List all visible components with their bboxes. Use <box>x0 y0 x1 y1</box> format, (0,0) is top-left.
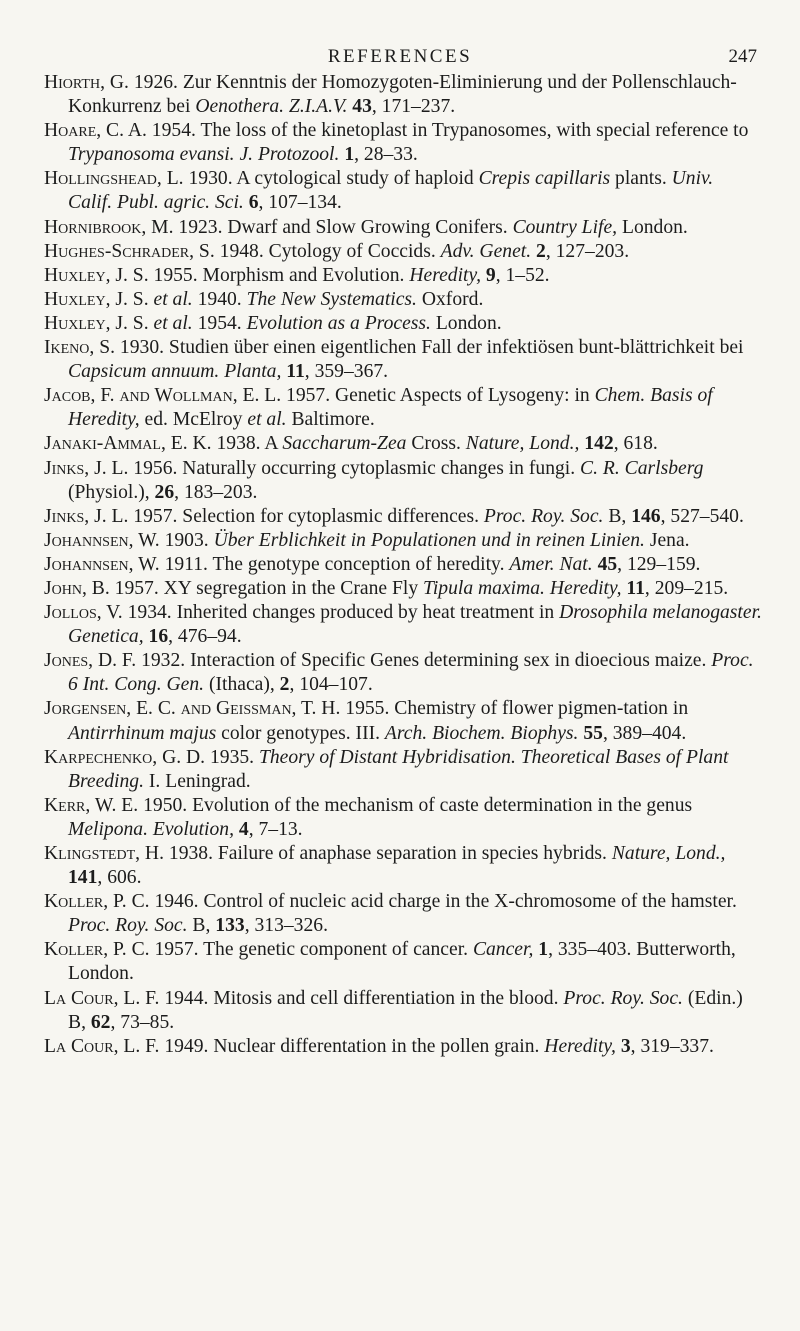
reference-author: Koller, P. C. <box>44 891 150 913</box>
reference-entry <box>44 384 762 432</box>
reference-italic-text: Proc. 6 Int. Cong. Gen. <box>68 650 754 696</box>
reference-author: Huxley, J. S. <box>44 264 149 286</box>
reference-text: , 129–159. <box>617 553 701 575</box>
reference-author: Johannsen, W. <box>44 529 160 551</box>
reference-year: 1934. <box>127 602 172 624</box>
reference-volume: 3 <box>620 1035 631 1057</box>
reference-entry <box>44 529 762 553</box>
reference-year: 1938. <box>216 433 261 455</box>
reference-entry <box>44 457 762 505</box>
reference-text: Baltimore. <box>286 409 375 431</box>
reference-text: London. <box>430 312 502 334</box>
reference-text: Studien über einen eigentlichen Fall der infektiösen bunt-blättrichkeit bei <box>168 337 744 359</box>
reference-year: 1935. <box>209 746 255 768</box>
reference-year: 1955. <box>153 264 198 286</box>
reference-text: The loss of the kinetoplast in Trypanosomes, with special reference to <box>200 120 749 142</box>
reference-text: ed. McElroy <box>139 409 248 431</box>
reference-text: Morphism and Evolution. <box>202 264 410 286</box>
reference-author: Kerr, W. E. <box>44 794 139 816</box>
page-title: REFERENCES <box>327 46 473 67</box>
reference-text: , 209–215. <box>644 577 729 599</box>
reference-entry <box>44 119 762 167</box>
reference-volume: 9 <box>485 264 496 286</box>
reference-entry <box>44 577 762 601</box>
reference-volume: 141 <box>68 867 98 889</box>
reference-volume: 62 <box>90 1011 111 1033</box>
reference-text: , 313–326. <box>244 915 328 937</box>
reference-author: Huxley, J. S. <box>44 312 149 334</box>
reference-text: , 171–237. <box>371 96 456 118</box>
reference-text: color genotypes. III. <box>216 722 385 744</box>
reference-year: 1926. <box>133 72 178 93</box>
reference-entry <box>44 697 762 745</box>
page-number: 247 <box>728 46 757 67</box>
reference-author: Jones, D. F. <box>44 650 137 672</box>
reference-text: , 335–403. Butterworth, London. <box>68 939 736 985</box>
reference-year: 1954. <box>151 120 196 142</box>
reference-volume: 2 <box>279 674 290 696</box>
reference-author: Huxley, J. S. <box>44 288 149 310</box>
reference-text: Inherited changes produced by heat treatment in <box>176 602 560 624</box>
reference-entry <box>44 71 762 119</box>
reference-entry <box>44 649 762 697</box>
reference-volume: 43 <box>352 96 372 118</box>
reference-italic-text: Oenothera. <box>195 96 285 118</box>
reference-author: Koller, P. C. <box>44 939 150 961</box>
reference-year: 1932. <box>141 650 186 672</box>
reference-entry <box>44 601 762 649</box>
reference-italic-text: Cancer, <box>472 939 534 961</box>
reference-year: 1946. <box>154 891 199 913</box>
reference-entry <box>44 1035 762 1059</box>
reference-text: , 7–13. <box>248 818 303 840</box>
reference-volume: 16 <box>148 626 169 648</box>
reference-entry <box>44 794 762 842</box>
reference-author: Hornibrook, M. <box>44 216 174 238</box>
reference-text: , 476–94. <box>168 626 242 648</box>
reference-year: 1950. <box>143 794 188 816</box>
reference-year: 1957. <box>133 505 178 527</box>
reference-text: , 107–134. <box>258 192 342 214</box>
reference-volume: 1 <box>538 939 549 961</box>
reference-year: 1911. <box>164 553 208 575</box>
reference-text: , 618. <box>613 433 658 455</box>
reference-text: Selection for cytoplasmic differences. <box>182 505 484 527</box>
reference-text: , 606. <box>97 867 142 889</box>
reference-text: Cytology of Coccids. <box>268 240 441 262</box>
reference-volume: 4 <box>238 818 249 840</box>
reference-text: B, <box>603 505 632 527</box>
reference-year: 1954. <box>197 312 242 334</box>
reference-volume: 1 <box>344 144 355 166</box>
reference-entry <box>44 842 762 890</box>
reference-italic-text: Univ. Calif. Publ. agric. Sci. <box>68 168 714 214</box>
reference-text: Genetic Aspects of Lysogeny: in <box>335 385 595 407</box>
reference-text: A <box>264 433 283 455</box>
reference-text: , 389–404. <box>602 722 687 744</box>
reference-text: Zur Kenntnis der Homozygoten-Eliminierung und der Pollenschlauch-Konkurrenz bei <box>68 72 737 118</box>
reference-italic-text: Capsicum annuum. Planta, <box>68 361 282 383</box>
reference-author: Hollingshead, L. <box>44 168 184 190</box>
reference-entry <box>44 553 762 577</box>
reference-text: B, <box>187 915 216 937</box>
reference-entry <box>44 288 762 312</box>
reference-year: 1923. <box>178 216 223 238</box>
reference-year: 1944. <box>164 987 209 1009</box>
reference-text: Interaction of Specific Genes determining sex in dioecious maize. <box>190 650 712 672</box>
reference-volume: 133 <box>215 915 245 937</box>
reference-text: , 359–367. <box>304 361 389 383</box>
reference-text: plants. <box>610 168 672 190</box>
reference-italic-text: Melipona. Evolution, <box>68 818 234 840</box>
running-head <box>0 46 800 74</box>
reference-text: Naturally occurring cytoplasmic changes in fungi. <box>182 457 581 479</box>
reference-text: , 127–203. <box>545 240 630 262</box>
reference-italic-text: Amer. Nat. <box>509 553 593 575</box>
reference-entry <box>44 890 762 938</box>
reference-list <box>44 71 762 1059</box>
reference-text: , 73–85. <box>110 1011 175 1033</box>
reference-text: Chemistry of flower pigmen-tation in <box>394 698 689 720</box>
reference-entry <box>44 746 762 794</box>
reference-author: Jollos, V. <box>44 602 123 624</box>
reference-author: Janaki-Ammal, E. K. <box>44 433 212 455</box>
reference-author: Jinks, J. L. <box>44 505 129 527</box>
reference-entry <box>44 987 762 1035</box>
reference-volume: 2 <box>536 240 546 262</box>
reference-author: Klingstedt, H. <box>44 843 164 864</box>
reference-text: , 28–33. <box>354 144 418 166</box>
reference-entry <box>44 264 762 288</box>
reference-year: 1930. <box>119 337 165 359</box>
reference-year: 1957. <box>154 939 199 961</box>
reference-text: Mitosis and cell differentiation in the blood. <box>213 987 564 1009</box>
reference-text: , 527–540. <box>660 505 744 527</box>
reference-author: Jacob, F. and Wollman, E. L. <box>44 385 282 407</box>
reference-text: , 319–337. <box>630 1035 714 1057</box>
reference-volume: 146 <box>631 505 661 527</box>
reference-italic-text: Adv. Genet. <box>440 240 532 262</box>
reference-author: Ikeno, S. <box>44 337 116 359</box>
reference-text: (Physiol.), <box>68 481 155 503</box>
reference-entry <box>44 167 762 215</box>
reference-entry <box>44 312 762 336</box>
reference-text: (Edin.) B, <box>68 987 743 1033</box>
reference-year: 1956. <box>133 457 178 479</box>
reference-entry <box>44 240 762 264</box>
reference-text: , 183–203. <box>174 481 258 503</box>
reference-et-al: et al. <box>153 288 193 310</box>
reference-text: Evolution of the mechanism of caste determination in the genus <box>192 794 693 816</box>
reference-italic-text: Antirrhinum majus <box>68 722 217 744</box>
reference-text: Failure of anaphase separation in species hybrids. <box>217 843 612 864</box>
reference-text: , 104–107. <box>289 674 373 696</box>
reference-italic-text: Country Life, <box>512 216 618 238</box>
reference-year: 1930. <box>188 168 233 190</box>
reference-year: 1903. <box>164 529 209 551</box>
reference-italic-text: Proc. Roy. Soc. <box>483 505 604 527</box>
reference-text: A cytological study of haploid <box>236 168 479 190</box>
reference-italic-text: Tipula maxima. Heredity, <box>423 577 622 599</box>
reference-year: 1955. <box>345 698 390 720</box>
reference-italic-text: The New Systematics. <box>246 288 417 310</box>
reference-italic-text: Z.I.A.V. <box>288 96 348 118</box>
reference-italic-text: Proc. Roy. Soc. <box>68 915 188 937</box>
reference-italic-text: Proc. Roy. Soc. <box>563 987 683 1009</box>
reference-italic-text: Heredity, <box>544 1035 616 1057</box>
reference-author: Jinks, J. L. <box>44 457 129 479</box>
reference-text: London. <box>617 216 688 238</box>
reference-author: Hiorth, G. <box>44 72 129 93</box>
reference-volume: 6 <box>248 192 259 214</box>
reference-text: Dwarf and Slow Growing Conifers. <box>227 216 513 238</box>
reference-text: The genetic component of cancer. <box>203 939 473 961</box>
reference-italic-text: Trypanosoma evansi. J. Protozool. <box>68 144 340 166</box>
reference-et-al: et al. <box>153 312 193 334</box>
reference-italic-text: Nature, Lond., <box>611 843 726 864</box>
reference-year: 1948. <box>219 240 264 262</box>
reference-author: John, B. <box>44 577 110 599</box>
reference-author: La Cour, L. F. <box>44 1035 160 1057</box>
reference-italic-text: et al. <box>247 409 287 431</box>
reference-italic-text: Heredity, <box>409 264 481 286</box>
reference-text: The genotype conception of heredity. <box>212 553 510 575</box>
reference-volume: 11 <box>626 577 645 599</box>
reference-text: I. Leningrad. <box>144 770 251 792</box>
reference-text: XY segregation in the Crane Fly <box>163 577 424 599</box>
reference-year: 1957. <box>286 385 331 407</box>
reference-italic-text: Theory of Distant Hybridisation. Theoretical Bases of Plant Breeding. <box>68 746 729 792</box>
reference-entry <box>44 336 762 384</box>
reference-italic-text: Arch. Biochem. Biophys. <box>384 722 579 744</box>
reference-volume: 55 <box>583 722 603 744</box>
reference-volume: 11 <box>286 361 305 383</box>
reference-text: Jena. <box>644 529 690 551</box>
reference-year: 1949. <box>164 1035 209 1057</box>
reference-text: Oxford. <box>416 288 484 310</box>
reference-text: Cross. <box>406 433 466 455</box>
reference-author: La Cour, L. F. <box>44 987 160 1009</box>
reference-year: 1940. <box>197 288 242 310</box>
reference-italic-text: Evolution as a Process. <box>246 312 431 334</box>
reference-text: Control of nucleic acid charge in the X-chromosome of the hamster. <box>203 891 737 913</box>
reference-volume: 45 <box>597 553 618 575</box>
reference-entry <box>44 938 762 986</box>
reference-entry <box>44 505 762 529</box>
reference-year: 1938. <box>168 843 213 864</box>
reference-italic-text: Saccharum-Zea <box>282 433 407 455</box>
reference-entry <box>44 432 762 456</box>
reference-volume: 142 <box>584 433 614 455</box>
reference-volume: 26 <box>154 481 175 503</box>
reference-author: Jorgensen, E. C. and Geissman, T. H. <box>44 698 341 720</box>
reference-italic-text: Crepis capillaris <box>478 168 611 190</box>
reference-italic-text: Drosophila melanogaster. Genetica, <box>68 602 762 648</box>
reference-author: Karpechenko, G. D. <box>44 746 206 768</box>
reference-author: Hughes-Schrader, S. <box>44 240 215 262</box>
reference-text: (Ithaca), <box>204 674 280 696</box>
reference-year: 1957. <box>114 577 159 599</box>
reference-italic-text: Nature, Lond., <box>465 433 580 455</box>
reference-italic-text: C. R. Carlsberg <box>580 457 704 479</box>
reference-text: Nuclear differentation in the pollen grain. <box>213 1035 545 1057</box>
reference-author: Hoare, C. A. <box>44 120 147 142</box>
reference-italic-text: Über Erblichkeit in Populationen und in reinen Linien. <box>213 529 645 551</box>
reference-author: Johannsen, W. <box>44 553 160 575</box>
reference-entry <box>44 216 762 240</box>
reference-text: , 1–52. <box>495 264 550 286</box>
reference-italic-text: Chem. Basis of Heredity, <box>68 385 713 431</box>
